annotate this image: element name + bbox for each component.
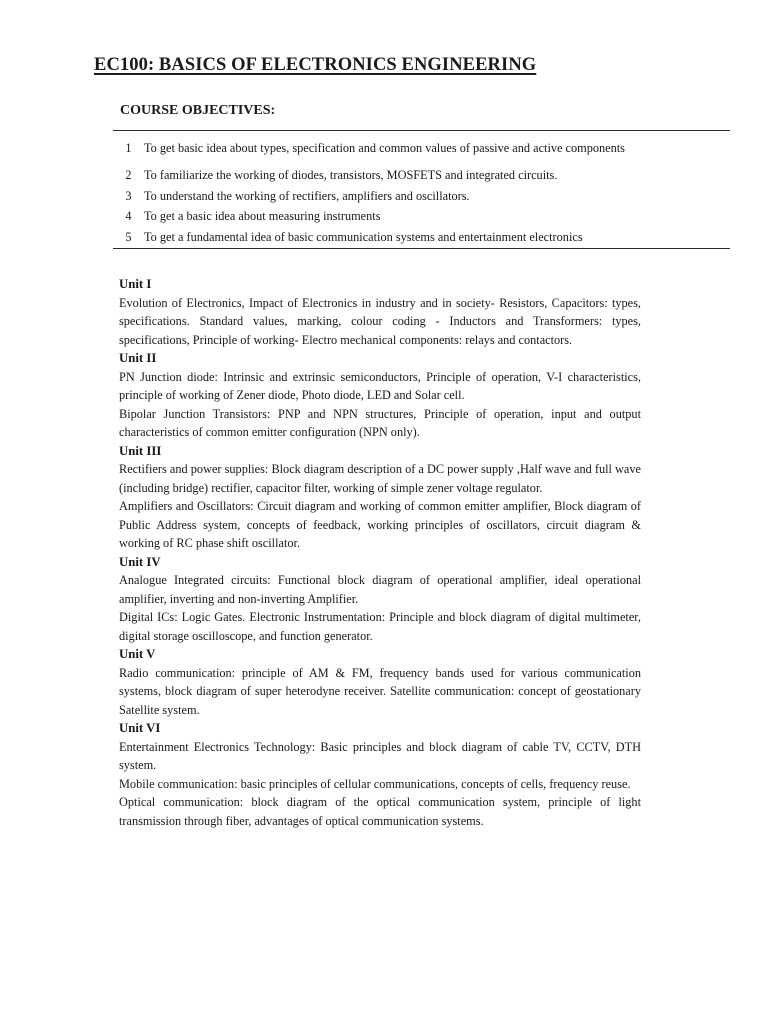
objective-row [113, 165, 730, 185]
unit-6-title: Unit VI [119, 721, 161, 735]
objective-number: 3 [125, 188, 132, 203]
unit-4-title: Unit IV [119, 554, 161, 569]
objective-number: 1 [113, 131, 144, 166]
unit-3-title: Unit III [119, 443, 162, 458]
objective-text: To get basic idea about types, specification and common values of passive and active components [144, 131, 730, 166]
unit-5-title: Unit V [119, 647, 156, 661]
unit-5-paragraph: Radio communication: principle of AM & FM, frequency bands used for various communication systems, block diagram of super heterodyne receiver. Satellite communication: concept of geostationary Satellite system. [119, 665, 641, 717]
objectives-table [113, 130, 730, 249]
unit-1-paragraph: Evolution of Electronics, Impact of Electronics in industry and in society- Resistors, Capacitors: types, specifications. Standard values, marking, colour coding - Inductors and Transformers: types, specifications, Principle of working- Electro mechanical components: relays and contactors. [119, 295, 641, 347]
unit-2-paragraph: Bipolar Junction Transistors: PNP and NPN structures, Principle of operation, input and output characteristics of common emitter configuration (NPN only). [119, 406, 641, 439]
unit-6-paragraph: Optical communication: block diagram of the optical communication system, principle of light transmission through fiber, advantages of optical communication systems. [119, 795, 641, 828]
unit-3-paragraph: Amplifiers and Oscillators: Circuit diagram and working of common emitter amplifier, Block diagram of Public Address system, concepts of feedback, working principles of oscillators, circuit diagram & working of RC phase shift oscillator. [119, 499, 641, 550]
unit-4-paragraph: Digital ICs: Logic Gates. Electronic Instrumentation: Principle and block diagram of digital multimeter, digital storage oscilloscope, and function generator. [119, 610, 641, 643]
objective-text: To get a basic idea about measuring instruments [144, 209, 381, 223]
objective-row [113, 226, 730, 249]
objective-text: To understand the working of rectifiers, amplifiers and oscillators. [144, 188, 470, 203]
objective-text: To get a fundamental idea of basic communication systems and entertainment electronics [144, 226, 730, 249]
unit-3-paragraph: Rectifiers and power supplies: Block diagram description of a DC power supply ,Half wave and full wave (including bridge) rectifier, capacitor filter, working of simple zener voltage regulator. [119, 462, 641, 495]
objective-row [113, 131, 730, 166]
objective-row [113, 206, 730, 226]
unit-2-paragraph: PN Junction diode: Intrinsic and extrinsic semiconductors, Principle of operation, V-I characteristics, principle of working of Zener diode, Photo diode, LED and Solar cell. [119, 369, 641, 402]
objective-number: 4 [125, 209, 132, 223]
objectives-heading: COURSE OBJECTIVES: [120, 103, 276, 118]
objective-text: To familiarize the working of diodes, transistors, MOSFETS and integrated circuits. [144, 168, 558, 182]
objective-number: 2 [125, 168, 132, 182]
page-title: EC100: BASICS OF ELECTRONICS ENGINEERING [94, 55, 537, 75]
objective-number: 5 [113, 226, 144, 249]
unit-6-paragraph: Mobile communication: basic principles of cellular communications, concepts of cells, frequency reuse. [119, 776, 631, 791]
unit-1-title: Unit I [119, 277, 152, 291]
objective-row [113, 185, 730, 206]
syllabus-body [119, 275, 641, 830]
unit-2-title: Unit II [119, 351, 157, 365]
unit-4-paragraph: Analogue Integrated circuits: Functional block diagram of operational amplifier, ideal operational amplifier, inverting and non-inverting Amplifier. [119, 573, 641, 606]
unit-6-paragraph: Entertainment Electronics Technology: Basic principles and block diagram of cable TV, CCTV, DTH system. [119, 739, 641, 772]
